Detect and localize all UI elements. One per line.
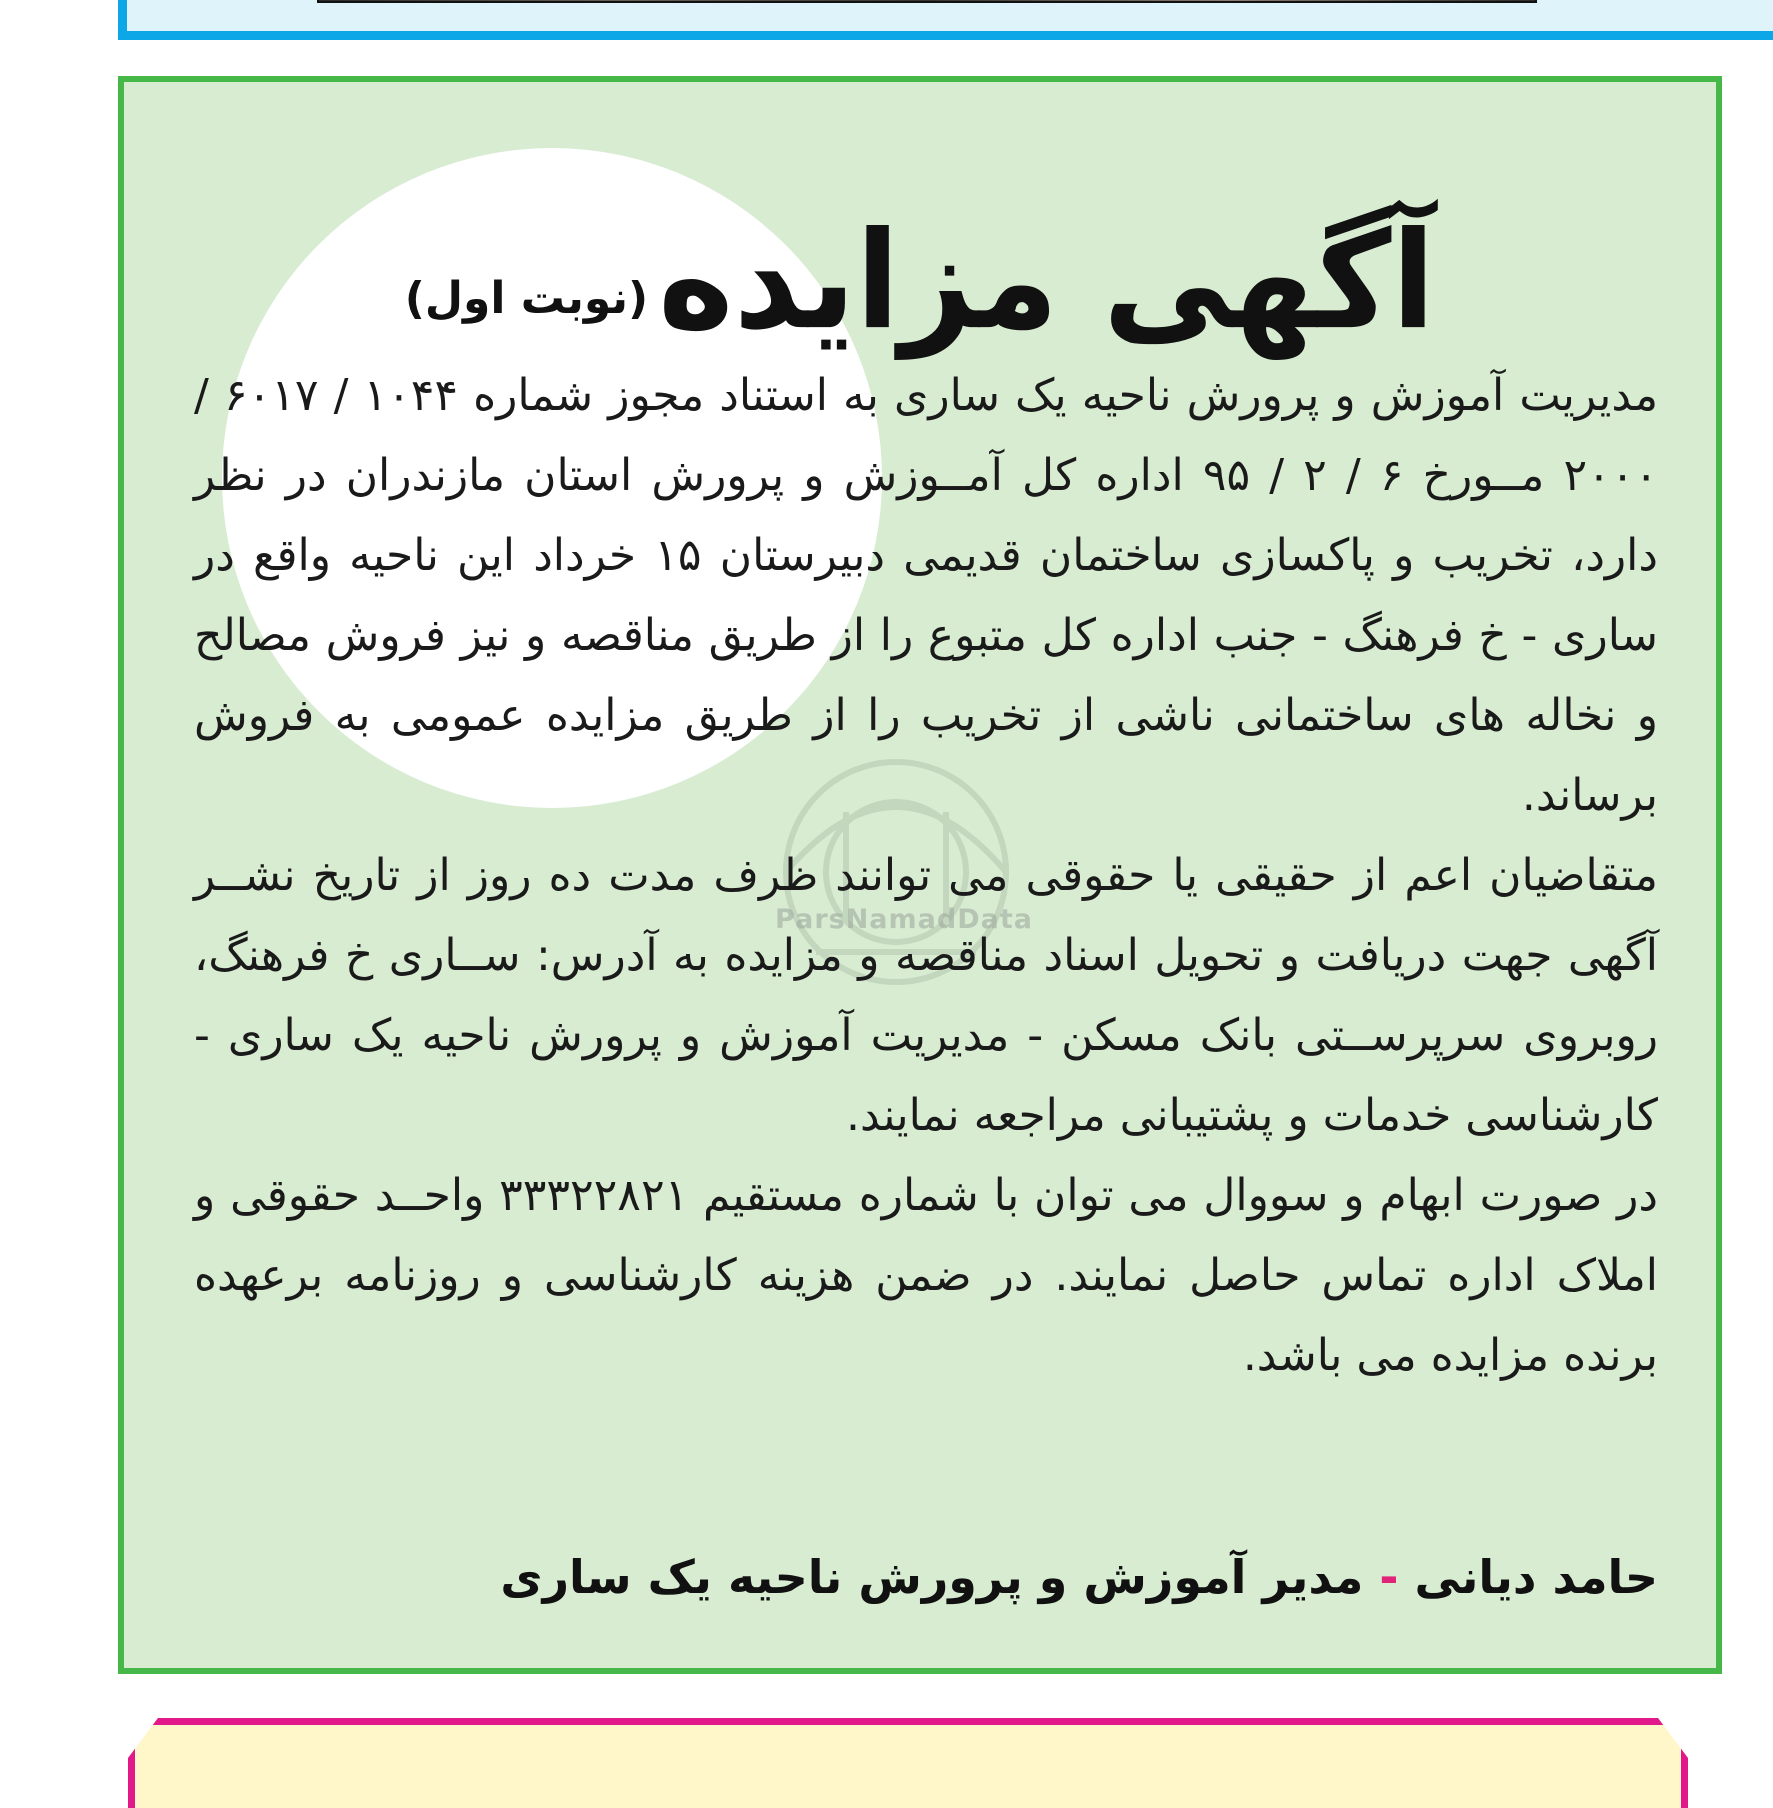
watermark-text: ParsNamadData (775, 904, 1033, 935)
notice-paragraph: متقاضیان اعم از حقیقی یا حقوقی می توانند ظرف مدت ده روز از تاریخ نشــر آگهی جهت دریافت و تحویل اسناد مناقصه و مزایده به آدرس: ســاری خ فرهنگ، روبروی سرپرســتی بانک مسکن - مدیریت آموزش و پرورش ناحیه یک ساری - کارشناسی خدمات و پشتیبانی مراجعه نمایند. (194, 850, 1658, 1141)
previous-ad-photo (317, 0, 1537, 3)
signatory-name: حامد دیانی (1414, 1550, 1658, 1604)
signature-dash: - (1379, 1550, 1399, 1604)
next-ad-frame (128, 1718, 1688, 1808)
notice-paragraph: در صورت ابهام و سووال می توان با شماره مستقیم ۳۳۳۲۲۸۲۱ واحــد حقوقی و املاک اداره تماس حاصل نمایند. در ضمن هزینه کارشناسی و روزنامه برعهده برنده مزایده می باشد. (194, 1170, 1658, 1381)
signatory-role: مدیر آموزش و پرورش ناحیه یک ساری (500, 1550, 1364, 1604)
auction-notice (118, 76, 1722, 1674)
notice-body (194, 356, 1658, 1396)
notice-signature (194, 1550, 1658, 1604)
previous-ad-frame (118, 0, 1773, 40)
notice-paragraph: مدیریت آموزش و پرورش ناحیه یک ساری به استناد مجوز شماره ۱۰۴۴ / ۶۰۱۷ / ۲۰۰۰ مــورخ ۶ / ۲ / ۹۵ اداره کل آمــوزش و پرورش استان مازندران در نظر دارد، تخریب و پاکسازی ساختمان قدیمی دبیرستان ۱۵ خرداد این ناحیه واقع در ساری - خ فرهنگ - جنب اداره کل متبوع را از طریق مناقصه و نیز فروش مصالح و نخاله های ساختمانی ناشی از تخریب را از طریق مزایده عمومی به فروش برساند. (194, 370, 1659, 821)
notice-title: آگهی مزایده (658, 203, 1436, 360)
notice-subtitle: (نوبت اول) (404, 273, 649, 324)
notice-title-row (124, 136, 1716, 360)
